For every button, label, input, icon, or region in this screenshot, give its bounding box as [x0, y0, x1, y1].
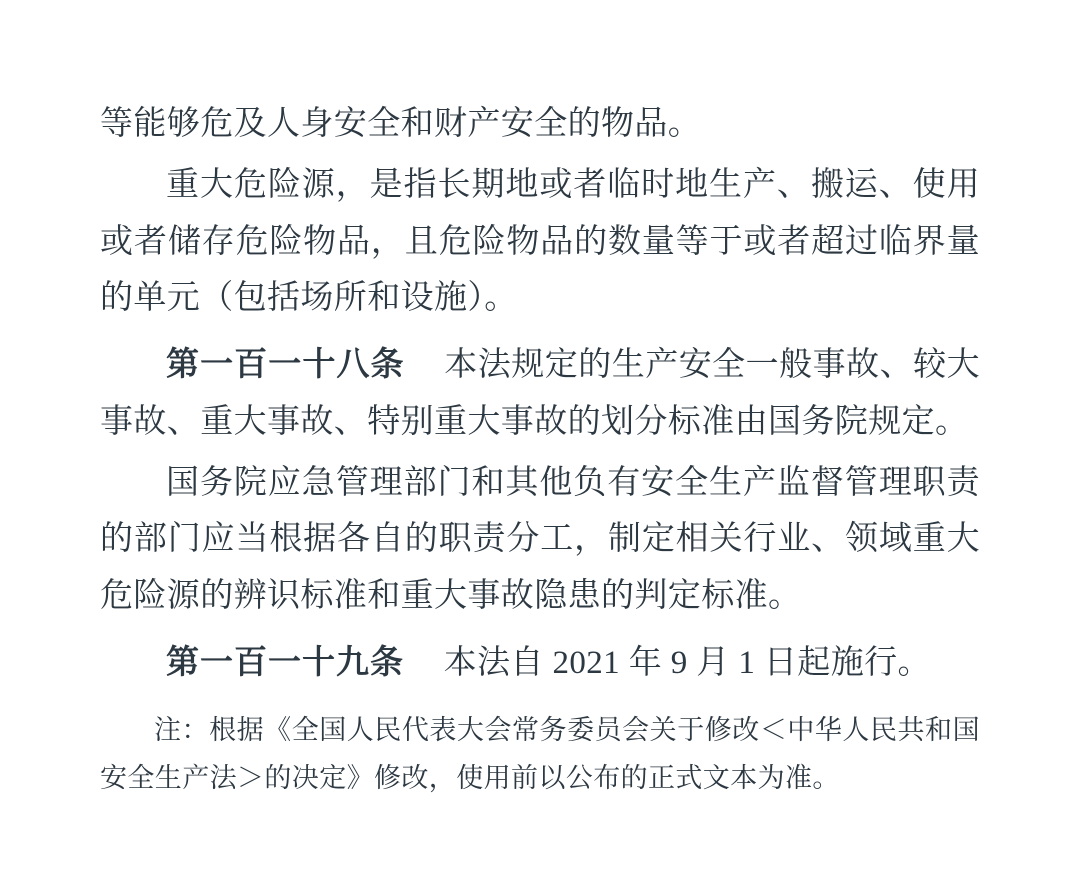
paragraph-continuation: 等能够危及人身安全和财产安全的物品。	[100, 106, 702, 142]
paragraph-major-hazard-definition: 重大危险源，是指长期地或者临时地生产、搬运、使用或者储存危险物品，且危险物品的数量等于或者超过临界量的单元（包括场所和设施）。	[100, 166, 980, 317]
article-118	[100, 337, 980, 451]
document-note	[100, 706, 980, 802]
article-118-number: 第一百一十八条	[166, 347, 405, 383]
document-body	[100, 96, 980, 802]
note-text: 根据《全国人民代表大会常务委员会关于修改＜中华人民共和国安全生产法＞的决定》修改，使用前以公布的正式文本为准。	[100, 714, 980, 793]
note-label: 注：	[154, 714, 210, 745]
article-119-text: 本法自 2021 年 9 月 1 日起施行。	[443, 644, 931, 681]
article-118-text: 本法规定的生产安全一般事故、较大事故、重大事故、特别重大事故的划分标准由国务院规定。	[100, 347, 980, 440]
article-119	[100, 635, 980, 692]
article-118-paragraph-2: 国务院应急管理部门和其他负有安全生产监督管理职责的部门应当根据各自的职责分工，制定相关行业、领域重大危险源的辨识标准和重大事故隐患的判定标准。	[100, 464, 980, 614]
article-119-number: 第一百一十九条	[166, 644, 404, 681]
